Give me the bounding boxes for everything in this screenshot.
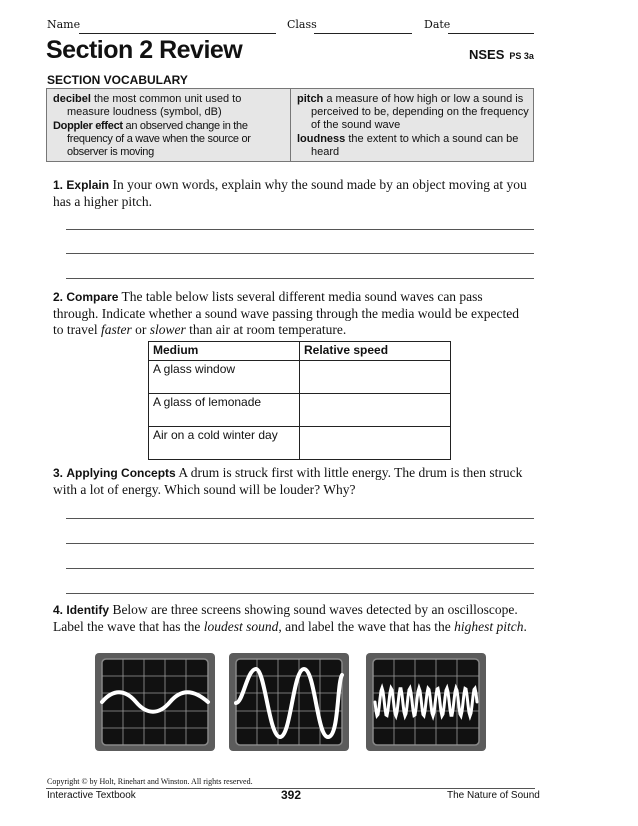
answer-line[interactable] xyxy=(66,543,534,544)
header-class xyxy=(287,18,317,31)
speed-answer-cell[interactable] xyxy=(300,361,451,394)
vocab-entry xyxy=(53,93,286,119)
question-label: Identify xyxy=(66,603,110,617)
media-table xyxy=(148,341,451,460)
question-text: The table below lists several different media sound waves can pass through. Indicate whether a sound wave passing through the media would be expected to travel xyxy=(53,289,519,337)
nses-label: NSES xyxy=(469,47,505,62)
name-field[interactable] xyxy=(79,21,276,34)
emphasis-highest: highest pitch xyxy=(454,618,524,634)
medium-cell: A glass of lemonade xyxy=(149,394,300,427)
header-name xyxy=(47,18,80,31)
question-3 xyxy=(53,465,523,498)
question-text-mid: , and label the wave that has the xyxy=(278,618,455,634)
nses-standard xyxy=(469,47,534,62)
vocab-term: loudness xyxy=(297,133,346,145)
question-number: 2. xyxy=(53,290,64,304)
question-text: Below are three screens showing sound waves detected by an oscilloscope. Label the wave that has the xyxy=(53,602,518,634)
question-text-end: . xyxy=(523,618,527,634)
date-label: Date xyxy=(424,18,451,31)
table-row xyxy=(149,427,451,460)
oscilloscope-wave-high-frequency xyxy=(366,653,486,751)
question-text: A drum is struck first with little energy. The drum is then struck with a lot of energy. Which sound will be louder? Why? xyxy=(53,465,523,497)
vocab-term: decibel xyxy=(53,93,91,105)
page-number: 392 xyxy=(281,788,302,802)
vocab-term: Doppler effect xyxy=(53,120,123,132)
vocabulary-left xyxy=(53,93,286,160)
footer-right: The Nature of Sound xyxy=(447,790,540,801)
question-text: In your own words, explain why the sound made by an object moving at you has a higher pitch. xyxy=(53,177,527,209)
answer-line[interactable] xyxy=(66,278,534,279)
answer-line[interactable] xyxy=(66,229,534,230)
column-header-speed: Relative speed xyxy=(300,342,451,361)
vocabulary-divider xyxy=(290,88,291,162)
question-text-end: than air at room temperature. xyxy=(185,322,347,337)
speed-answer-cell[interactable] xyxy=(300,394,451,427)
question-2 xyxy=(53,289,523,339)
emphasis-loudest: loudest sound xyxy=(203,618,279,634)
oscilloscope-screen-3[interactable] xyxy=(366,653,486,751)
nses-code: PS 3a xyxy=(509,51,534,61)
vocab-definition: a measure of how high or low a sound is perceived to be, depending on the frequency of the sound wave xyxy=(311,93,529,131)
vocabulary-heading: SECTION VOCABULARY xyxy=(47,73,188,87)
name-label: Name xyxy=(47,18,81,31)
medium-cell: Air on a cold winter day xyxy=(149,427,300,460)
copyright: Copyright © by Holt, Rinehart and Winston. All rights reserved. xyxy=(47,777,253,786)
oscilloscope-wave-high-amplitude xyxy=(229,653,349,751)
vocab-term: pitch xyxy=(297,93,324,105)
header-date xyxy=(424,18,450,31)
vocab-definition: an observed change in the frequency of a wave when the source or observer is moving xyxy=(67,120,251,158)
question-text-or: or xyxy=(131,322,150,337)
class-field[interactable] xyxy=(314,21,412,34)
oscilloscope-screen-2[interactable] xyxy=(229,653,349,751)
answer-line[interactable] xyxy=(66,568,534,569)
question-4 xyxy=(53,602,531,635)
table-row xyxy=(149,361,451,394)
oscilloscope-wave-low-amplitude xyxy=(95,653,215,751)
answer-line[interactable] xyxy=(66,593,534,594)
question-number: 4. xyxy=(53,603,64,617)
vocab-entry xyxy=(53,120,286,159)
date-field[interactable] xyxy=(448,21,534,34)
medium-cell: A glass window xyxy=(149,361,300,394)
question-number: 3. xyxy=(53,466,64,480)
oscilloscope-screen-1[interactable] xyxy=(95,653,215,751)
footer-left: Interactive Textbook xyxy=(47,790,136,801)
table-header-row xyxy=(149,342,451,361)
speed-answer-cell[interactable] xyxy=(300,427,451,460)
question-1 xyxy=(53,177,531,210)
page-title: Section 2 Review xyxy=(46,36,243,64)
vocab-definition: the most common unit used to measure loudness (symbol, dB) xyxy=(67,93,242,118)
question-label: Explain xyxy=(66,178,110,192)
emphasis-slower: slower xyxy=(149,322,186,337)
question-label: Compare xyxy=(66,290,119,304)
vocabulary-right xyxy=(297,93,530,160)
column-header-medium: Medium xyxy=(149,342,300,361)
vocab-entry xyxy=(297,93,530,132)
question-label: Applying Concepts xyxy=(66,466,176,480)
table-row xyxy=(149,394,451,427)
question-number: 1. xyxy=(53,178,64,192)
vocab-entry xyxy=(297,133,530,159)
vocab-definition: the extent to which a sound can be heard xyxy=(311,133,519,158)
class-label: Class xyxy=(287,18,317,31)
emphasis-faster: faster xyxy=(100,322,132,337)
answer-line[interactable] xyxy=(66,253,534,254)
answer-line[interactable] xyxy=(66,518,534,519)
